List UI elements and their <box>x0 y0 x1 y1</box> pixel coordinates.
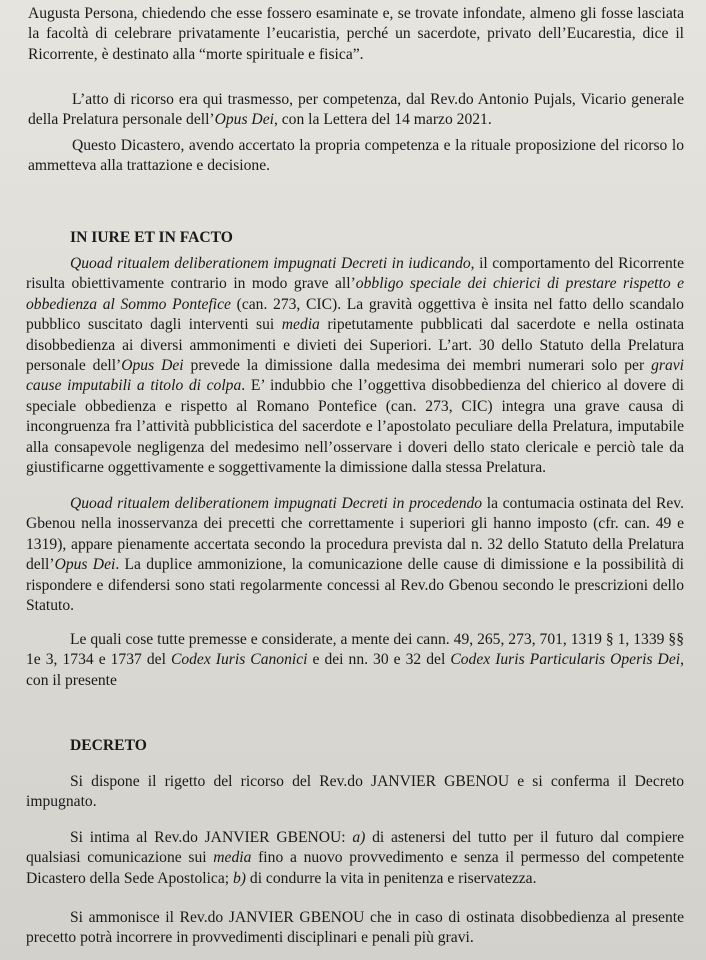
italic-span: a) <box>352 829 366 846</box>
text-span: di condurre la vita in penitenza e riservatezza. <box>246 869 537 887</box>
text-span: di astenersi del tutto per il futuro dal compiere qualsiasi comunicazione sui <box>26 829 684 867</box>
paragraph-injunction <box>26 828 684 889</box>
text-span: Le quali cose tutte premesse e considerate, a mente dei cann. 49, 265, 273, 701, 1319 § 1, 1339 §§ 1e 3, 1734 e 1737 del <box>26 631 684 669</box>
paragraph-competence: Questo Dicastero, avendo accertato la propria competenza e la rituale proposizione del ricorso lo ammetteva alla trattazione e decisione. <box>28 137 684 175</box>
text-span: e dei nn. 30 e 32 del <box>307 651 451 669</box>
text-span: fino a nuovo provvedimento e senza il permesso del competente Dicastero della Sede Apostolica; <box>26 849 684 887</box>
paragraph-rejection: Si dispone il rigetto del ricorso del Rev.do JANVIER GBENOU e si conferma il Decreto impugnato. <box>26 773 684 811</box>
paragraph-considerations <box>26 630 684 691</box>
italic-span: Opus Dei <box>214 111 274 129</box>
italic-span: Codex Iuris Particularis Operis Dei <box>450 651 681 669</box>
text-span: , con il presente <box>26 651 684 689</box>
text-span: , il comportamento del Ricorrente risulta obiettivamente contrario in modo grave all’ <box>26 255 684 293</box>
italic-span: media <box>213 849 252 867</box>
italic-span: gravi cause imputabili a titolo di colpa <box>26 357 685 395</box>
paragraph-transmission <box>28 90 684 131</box>
italic-span: Quoad ritualem deliberationem impugnati Decreti in procedendo <box>70 495 483 512</box>
text-span: L’atto di ricorso era qui trasmesso, per competenza, dal Rev.do Antonio Pujals, Vicario generale della Prelatura personale dell’ <box>28 91 684 129</box>
text-span: la contumacia ostinata del Rev. Gbenou nella inosservanza dei precetti che correttamente i superiori gli hanno imposto (cfr. can. 49 e 1319), appare pienamente accertata secondo la procedura prevista dal n. 32 dello Statuto della Prelatura dell’ <box>26 495 684 574</box>
text-span: (can. 273, CIC). La gravità oggettiva è insita nel fatto dello scandalo pubblico suscitato dagli interventi sui <box>26 295 684 334</box>
paragraph-admonition: Si ammonisce il Rev.do JANVIER GBENOU che in caso di ostinata disobbedienza al presente precetto potrà incorrere in provvedimenti disciplinari e penali più gravi. <box>26 909 684 947</box>
paragraph-in-iudicando <box>26 254 684 478</box>
section-heading-decreto: DECRETO <box>70 737 147 754</box>
italic-span: b) <box>233 869 246 887</box>
italic-span: Quoad ritualem deliberationem impugnati Decreti in iudicando <box>70 255 471 272</box>
text-span: . E’ indubbio che l’oggettiva disobbedienza del chierico al dovere di speciale obbedienza e rispetto al Romano Pontefice (can. 273, CIC) integra una grave causa di incongruenza fra l’attività pubblicistica del sacerdote e l’apostolato peculiare della Prelatura, imputabile alla consapevole negligenza del medesimo nell’osservare i doveri dello stato clericale e perciò tale da giustificarne oggettivamente e soggettivamente la dimissione dalla stessa Prelatura. <box>26 377 684 477</box>
italic-span: obbligo speciale dei chierici di prestare rispetto e obbedienza al Sommo Pontefice <box>26 275 684 313</box>
text-span: . La duplice ammonizione, la comunicazione delle cause di dimissione e la possibilità di rispondere e difendersi sono stati regolarmente concessi al Rev.do Gbenou secondo le prescrizioni dello Statuto. <box>26 556 684 615</box>
italic-span: Opus Dei <box>54 556 116 574</box>
italic-span: Codex Iuris Canonici <box>170 651 308 669</box>
italic-span: Opus Dei <box>121 357 184 375</box>
text-span: ripetutamente pubblicati dal sacerdote e nella ostinata disobbedienza ai diversi ammonimenti e divieti dei Superiori. L’art. 30 dello Statuto della Prelatura personale dell’ <box>26 316 684 375</box>
italic-span: media <box>281 316 320 334</box>
paragraph-in-procedendo <box>26 494 684 616</box>
paragraph-petition: Augusta Persona, chiedendo che esse fossero esaminate e, se trovate infondate, almeno gli fosse lasciata la facoltà di celebrare privatamente l’eucaristia, perché un sacerdote, privato dell’Eucarestia, dice il Ricorrente, è destinato alla “morte spirituale e fisica”. <box>28 5 684 63</box>
text-span: Si intima al Rev.do JANVIER GBENOU: <box>70 829 353 846</box>
section-heading-in-iure: IN IURE ET IN FACTO <box>70 229 233 246</box>
text-span: prevede la dimissione dalla medesima dei membri numerari solo per <box>183 357 652 375</box>
text-span: , con la Lettera del 14 marzo 2021. <box>273 111 492 129</box>
